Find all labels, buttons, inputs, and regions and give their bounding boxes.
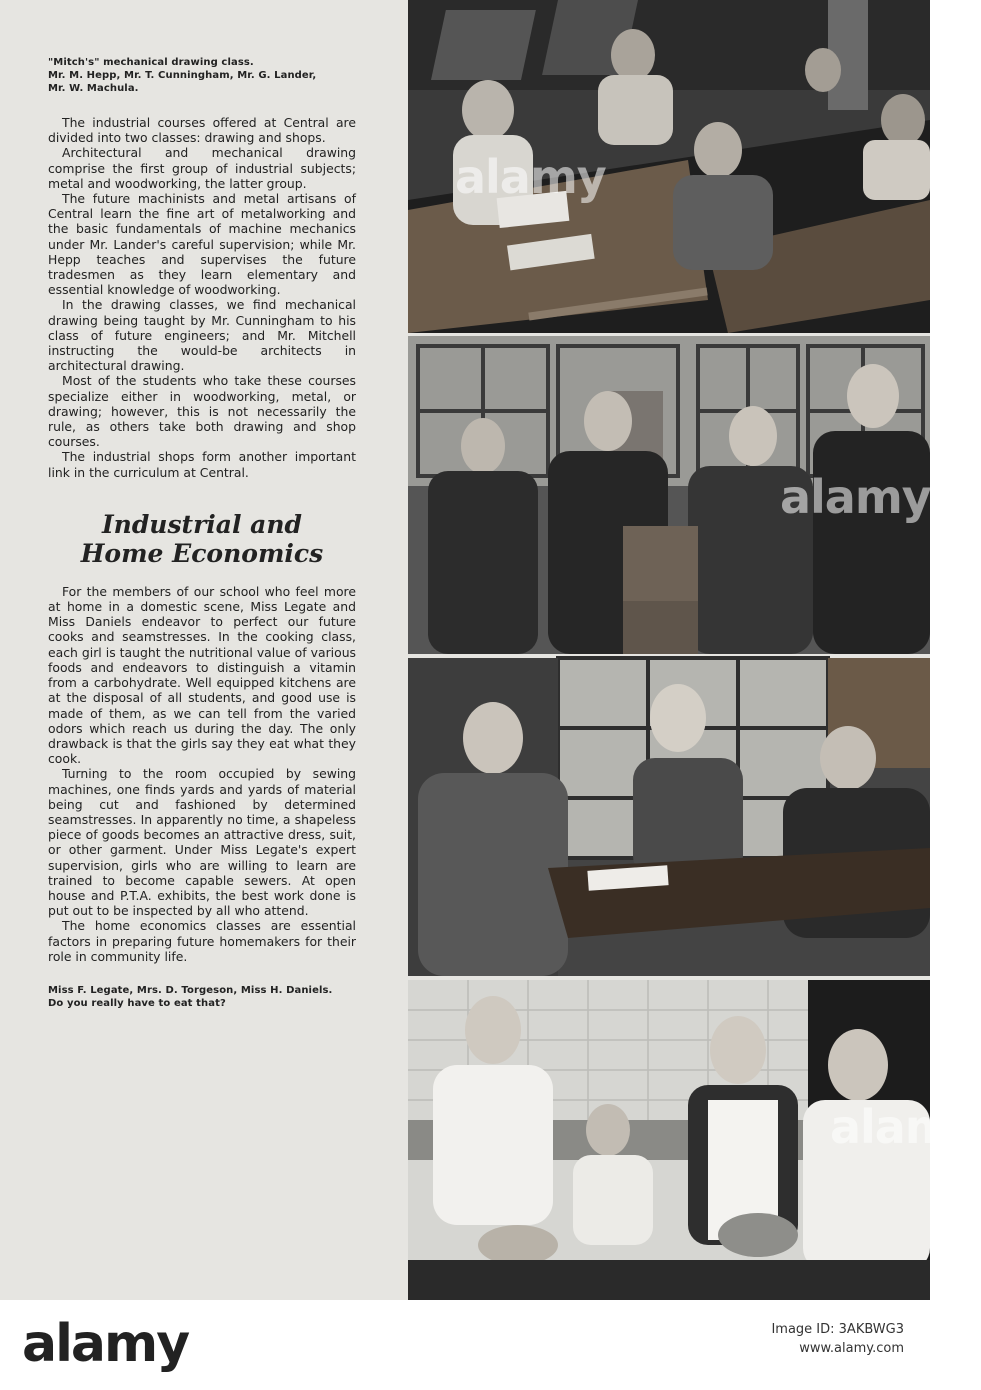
paragraph: The industrial shops form another important link in the curriculum at Central. <box>48 449 356 480</box>
paragraph: For the members of our school who feel more at home in a domestic scene, Miss Legate and Miss Daniels endeavor to perfect our future cooks and seamstresses. In the cooking class, each girl is taught the nutritional value of various foods and endeavors to distinguish a vitamin from a carbohydrate. Well equipped kitchens are at the disposal of all students, and good use is made of them, as we can tell from the varied odors which reach us during the day. The only drawback is that the girls say they eat what they cook. <box>48 583 356 767</box>
paragraph: Most of the students who take these courses specialize either in woodworking, metal, or drawing; however, this is not necessarily the rule, as others take both drawing and shop courses. <box>48 373 356 450</box>
heading-line1: Industrial and <box>101 509 303 539</box>
watermark: alamy <box>780 470 931 524</box>
photo-home-economics-teachers-image <box>408 658 930 976</box>
caption-top <box>48 56 356 95</box>
body-industrial <box>48 115 356 480</box>
caption-bottom-line1: Miss F. Legate, Mrs. D. Torgeson, Miss H. Daniels. <box>48 984 333 996</box>
caption-top-line2: Mr. M. Hepp, Mr. T. Cunningham, Mr. G. Lander, <box>48 70 317 81</box>
image-id: Image ID: 3AKBWG3 <box>771 1322 904 1337</box>
paragraph: The home economics classes are essential factors in preparing future homemakers for their role in community life. <box>48 918 356 964</box>
paragraph: The industrial courses offered at Central are divided into two classes: drawing and shops. <box>48 115 356 146</box>
paragraph: In the drawing classes, we find mechanical drawing being taught by Mr. Cunningham to his class of future engineers; and Mr. Mitchell instructing the would-be architects in architectural drawing. <box>48 297 356 374</box>
caption-bottom-line2: Do you really have to eat that? <box>48 997 226 1009</box>
body-home-economics <box>48 584 356 964</box>
caption-bottom <box>48 984 356 1010</box>
text-column <box>48 56 356 1010</box>
paragraph: Architectural and mechanical drawing comprise the first group of industrial subjects; metal and woodworking, the latter group. <box>48 145 356 191</box>
site-url: www.alamy.com <box>799 1341 904 1356</box>
heading-line2: Home Economics <box>80 538 324 568</box>
paragraph: Turning to the room occupied by sewing machines, one finds yards and yards of material being cut and fashioned by determined seamstresses. In apparently no time, a shapeless piece of goods becomes an attractive dress, suit, or other garment. Under Miss Legate's expert supervision, girls who are willing to learn are trained to become capable sewers. At open house and P.T.A. exhibits, the best work done is put out to be inspected by all who attend. <box>48 766 356 919</box>
image-info <box>771 1320 904 1358</box>
paragraph: The future machinists and metal artisans of Central learn the fine art of metalworking and the basic fundamentals of machine mechanics under Mr. Lander's careful supervision; while Mr. Hepp teaches and supervises the future tradesmen as they learn elementary and essential knowledge of woodworking. <box>48 191 356 298</box>
watermark: alamy <box>830 1100 981 1154</box>
stock-footer <box>0 1300 930 1390</box>
section-heading <box>48 510 356 568</box>
photo-home-economics-teachers <box>408 658 930 976</box>
alamy-logo: alamy <box>22 1314 189 1374</box>
caption-top-line1: "Mitch's" mechanical drawing class. <box>48 57 254 68</box>
caption-top-line3: Mr. W. Machula. <box>48 83 139 94</box>
watermark: alamy <box>455 150 606 204</box>
